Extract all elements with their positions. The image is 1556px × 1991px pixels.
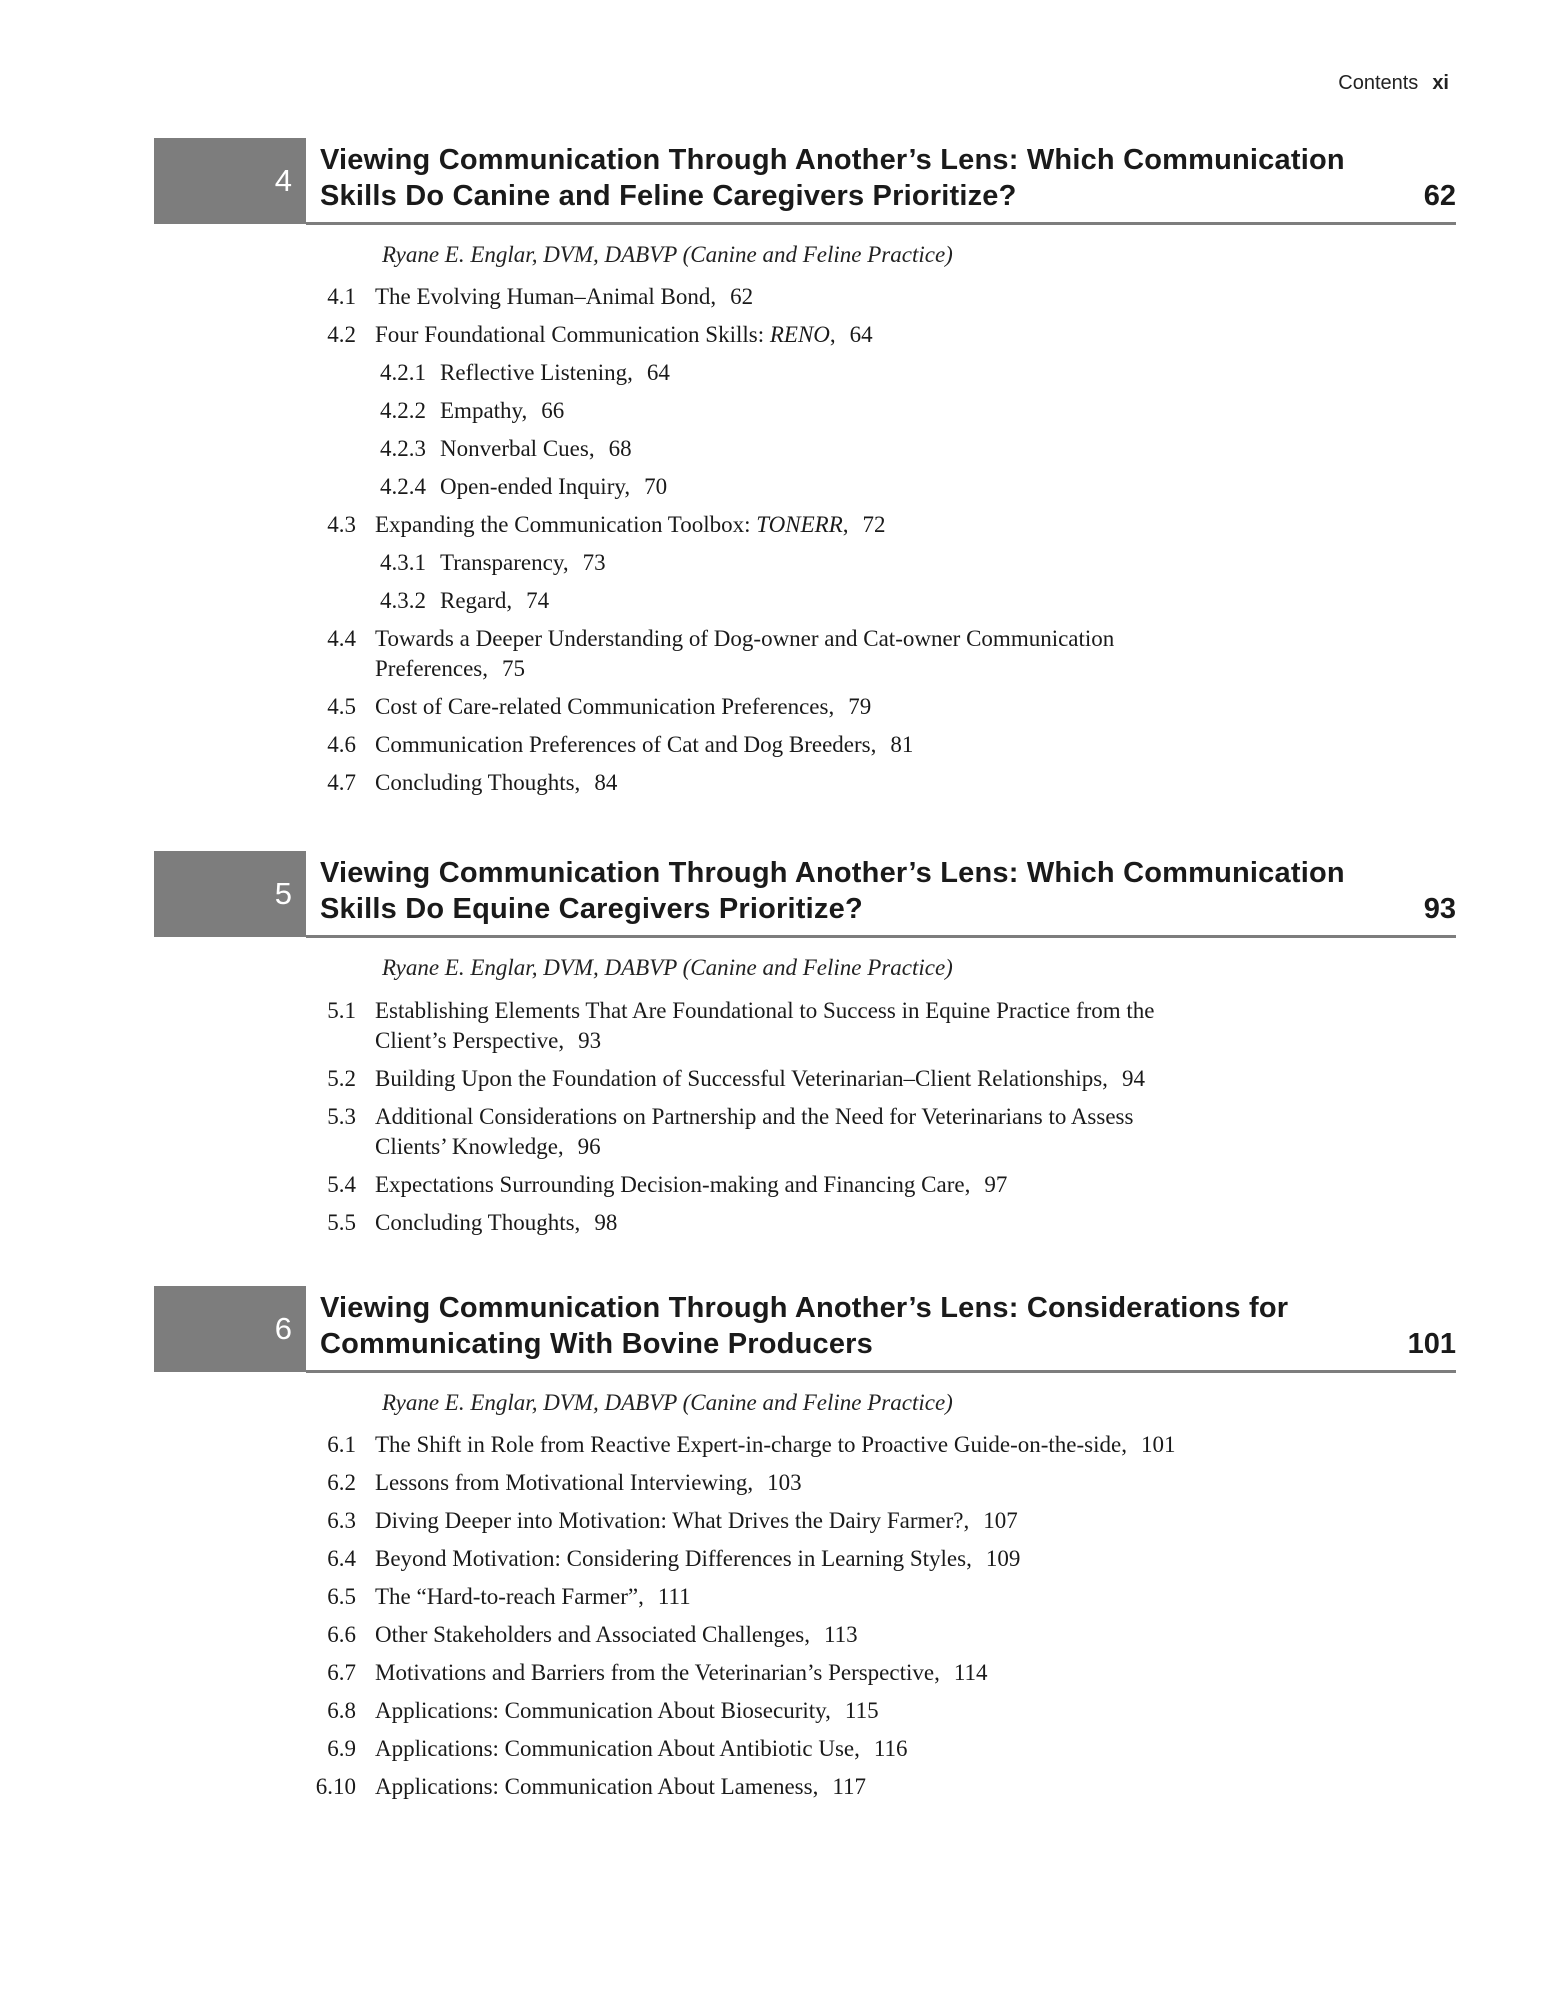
- toc-entry[interactable]: [300, 510, 886, 548]
- chapter-title-line: Viewing Communication Through Another’s Lens: Which Communication: [320, 144, 1345, 176]
- section-page: 74: [526, 588, 550, 613]
- section-title: Lessons from Motivational Interviewing,: [375, 1470, 754, 1495]
- section-number: 4.2: [327, 322, 356, 347]
- toc-entry[interactable]: [300, 1620, 858, 1658]
- section-title: Transparency,: [440, 550, 569, 575]
- section-number: 6.9: [327, 1736, 356, 1761]
- section-number: 4.2.3: [380, 436, 426, 461]
- chapter-title-line: Communicating With Bovine Producers: [320, 1328, 873, 1360]
- chapter-title-line: Viewing Communication Through Another’s Lens: Considerations for: [320, 1292, 1289, 1324]
- toc-entry[interactable]: [300, 282, 754, 320]
- section-title: The “Hard-to-reach Farmer”,: [375, 1584, 644, 1609]
- chapter-title-line: Viewing Communication Through Another’s Lens: Which Communication: [320, 857, 1345, 889]
- section-title: Regard,: [440, 588, 513, 613]
- section-page: 114: [953, 1660, 988, 1685]
- section-page: 64: [646, 360, 670, 385]
- section-title: Diving Deeper into Motivation: What Drives the Dairy Farmer?,: [375, 1508, 970, 1533]
- toc-entry[interactable]: [300, 1170, 1008, 1208]
- running-head: [1338, 72, 1449, 95]
- chapter-title-line: Skills Do Equine Caregivers Prioritize?: [320, 893, 863, 925]
- chapter-title[interactable]: [320, 1290, 1320, 1362]
- section-page: 64: [849, 322, 873, 347]
- section-page: 101: [1140, 1432, 1176, 1457]
- toc-entry[interactable]: [300, 1734, 908, 1772]
- section-number: 6.10: [315, 1774, 356, 1799]
- section-title: Four Foundational Communication Skills:: [375, 322, 770, 347]
- section-page: 66: [541, 398, 565, 423]
- toc-entry[interactable]: [300, 1064, 1145, 1102]
- toc-entry[interactable]: [300, 358, 670, 396]
- section-page: 94: [1121, 1066, 1145, 1091]
- toc-entry[interactable]: [300, 1582, 691, 1620]
- section-number: 6.5: [327, 1584, 356, 1609]
- toc-entry[interactable]: [300, 1506, 1018, 1544]
- chapter-number-box: 6: [154, 1286, 306, 1372]
- section-title-continued: Client’s Perspective,: [375, 1028, 565, 1053]
- chapter-number-box: 4: [154, 138, 306, 224]
- section-number: 4.2.2: [380, 398, 426, 423]
- section-number: 4.5: [327, 694, 356, 719]
- section-number: 4.2.4: [380, 474, 426, 499]
- section-title: Applications: Communication About Biosecurity,: [375, 1698, 831, 1723]
- toc-entry[interactable]: [300, 1430, 1176, 1468]
- chapter-number-box: 5: [154, 851, 306, 937]
- section-title: Empathy,: [440, 398, 528, 423]
- section-page: 75: [502, 656, 526, 681]
- section-title: Communication Preferences of Cat and Dog Breeders,: [375, 732, 877, 757]
- section-page: 73: [582, 550, 606, 575]
- section-title: Nonverbal Cues,: [440, 436, 595, 461]
- section-title: Motivations and Barriers from the Veterinarian’s Perspective,: [375, 1660, 940, 1685]
- section-number: 5.4: [327, 1172, 356, 1197]
- toc-entry[interactable]: [300, 768, 618, 806]
- chapter-title[interactable]: [320, 142, 1345, 214]
- toc-entry[interactable]: [300, 586, 550, 624]
- toc-entry[interactable]: [300, 1658, 988, 1696]
- section-title: Reflective Listening,: [440, 360, 633, 385]
- section-page: 107: [983, 1508, 1018, 1533]
- toc-entry[interactable]: [300, 548, 606, 586]
- section-page: 103: [767, 1470, 802, 1495]
- section-page: 72: [862, 512, 886, 537]
- section-page: 117: [832, 1774, 866, 1799]
- section-title-continued: Clients’ Knowledge,: [375, 1134, 564, 1159]
- toc-entry[interactable]: [300, 320, 873, 358]
- chapter-page-number: 93: [1423, 893, 1456, 925]
- page-folio: xi: [1432, 72, 1449, 94]
- section-title: The Evolving Human–Animal Bond,: [375, 284, 717, 309]
- section-page: 97: [984, 1172, 1008, 1197]
- section-number: 6.8: [327, 1698, 356, 1723]
- toc-entry[interactable]: [300, 434, 632, 472]
- section-title: Concluding Thoughts,: [375, 770, 581, 795]
- section-page: 68: [608, 436, 632, 461]
- section-number: 6.3: [327, 1508, 356, 1533]
- section-number: 4.4: [327, 626, 356, 651]
- section-number: 5.1: [327, 998, 356, 1023]
- chapter-author: Ryane E. Englar, DVM, DABVP (Canine and Feline Practice): [382, 242, 953, 267]
- toc-entry[interactable]: [300, 996, 1155, 1064]
- toc-entry[interactable]: [300, 1468, 802, 1506]
- section-page: 96: [577, 1134, 601, 1159]
- section-number: 4.2.1: [380, 360, 426, 385]
- section-title-continued: Preferences,: [375, 656, 489, 681]
- section-title: Expanding the Communication Toolbox:: [375, 512, 757, 537]
- section-page: 98: [594, 1210, 618, 1235]
- section-number: 5.2: [327, 1066, 356, 1091]
- section-title: The Shift in Role from Reactive Expert-in-charge to Proactive Guide-on-the-side,: [375, 1432, 1127, 1457]
- section-number: 4.6: [327, 732, 356, 757]
- section-title-emphasis: TONERR: [756, 512, 843, 537]
- section-page: 109: [985, 1546, 1021, 1571]
- chapter-title[interactable]: [320, 855, 1345, 927]
- section-title-emphasis: RENO: [769, 322, 830, 347]
- section-title: Beyond Motivation: Considering Differences in Learning Styles,: [375, 1546, 972, 1571]
- section-page: 116: [873, 1736, 908, 1761]
- chapter-page-number: 101: [1407, 1328, 1456, 1360]
- section-number: 4.3.2: [380, 588, 426, 613]
- section-number: 4.3: [327, 512, 356, 537]
- chapter-5-toc: [300, 996, 1155, 1246]
- section-page: 79: [848, 694, 872, 719]
- chapter-author: Ryane E. Englar, DVM, DABVP (Canine and Feline Practice): [382, 955, 953, 980]
- section-page: 113: [823, 1622, 858, 1647]
- section-page: 81: [890, 732, 914, 757]
- section-page: 62: [730, 284, 754, 309]
- section-title: Additional Considerations on Partnership and the Need for Veterinarians to Assess: [375, 1104, 1134, 1129]
- section-number: 4.7: [327, 770, 356, 795]
- chapter-rule: [306, 935, 1456, 938]
- section-page: 93: [578, 1028, 602, 1053]
- section-number: 6.7: [327, 1660, 356, 1685]
- section-title: Expectations Surrounding Decision-making and Financing Care,: [375, 1172, 971, 1197]
- chapter-author: Ryane E. Englar, DVM, DABVP (Canine and Feline Practice): [382, 1390, 953, 1415]
- section-title: Concluding Thoughts,: [375, 1210, 581, 1235]
- section-title: Other Stakeholders and Associated Challenges,: [375, 1622, 810, 1647]
- section-title: Applications: Communication About Lameness,: [375, 1774, 819, 1799]
- section-title-suffix: ,: [842, 512, 849, 537]
- section-title: Applications: Communication About Antibiotic Use,: [375, 1736, 860, 1761]
- chapter-title-line: Skills Do Canine and Feline Caregivers Prioritize?: [320, 180, 1017, 212]
- section-title: Establishing Elements That Are Foundational to Success in Equine Practice from the: [375, 998, 1155, 1023]
- section-number: 6.1: [327, 1432, 356, 1457]
- section-number: 6.2: [327, 1470, 356, 1495]
- toc-entry[interactable]: [300, 472, 668, 510]
- chapter-4-toc: [300, 282, 1115, 806]
- section-page: 70: [644, 474, 668, 499]
- chapter-6-toc: [300, 1430, 1176, 1810]
- section-number: 4.1: [327, 284, 356, 309]
- section-number: 4.3.1: [380, 550, 426, 575]
- toc-entry[interactable]: [300, 396, 565, 434]
- toc-entry[interactable]: [300, 692, 872, 730]
- section-page: 84: [594, 770, 618, 795]
- section-number: 5.3: [327, 1104, 356, 1129]
- toc-entry[interactable]: [300, 730, 914, 768]
- section-title-suffix: ,: [829, 322, 836, 347]
- section-number: 6.4: [327, 1546, 356, 1571]
- section-page: 111: [657, 1584, 691, 1609]
- toc-entry[interactable]: [300, 1544, 1021, 1582]
- chapter-rule: [306, 1370, 1456, 1373]
- toc-entry[interactable]: [300, 624, 1115, 692]
- section-title: Open-ended Inquiry,: [440, 474, 631, 499]
- section-title: Towards a Deeper Understanding of Dog-owner and Cat-owner Communication: [375, 626, 1115, 651]
- section-title: Building Upon the Foundation of Successful Veterinarian–Client Relationships,: [375, 1066, 1108, 1091]
- section-title: Cost of Care-related Communication Preferences,: [375, 694, 835, 719]
- section-number: 6.6: [327, 1622, 356, 1647]
- toc-entry[interactable]: [300, 1696, 879, 1734]
- toc-entry[interactable]: [300, 1102, 1134, 1170]
- section-page: 115: [844, 1698, 879, 1723]
- chapter-page-number: 62: [1423, 180, 1456, 212]
- toc-entry[interactable]: [300, 1208, 618, 1246]
- section-number: 5.5: [327, 1210, 356, 1235]
- toc-entry[interactable]: [300, 1772, 866, 1810]
- chapter-rule: [306, 222, 1456, 225]
- running-head-label: Contents: [1338, 72, 1419, 94]
